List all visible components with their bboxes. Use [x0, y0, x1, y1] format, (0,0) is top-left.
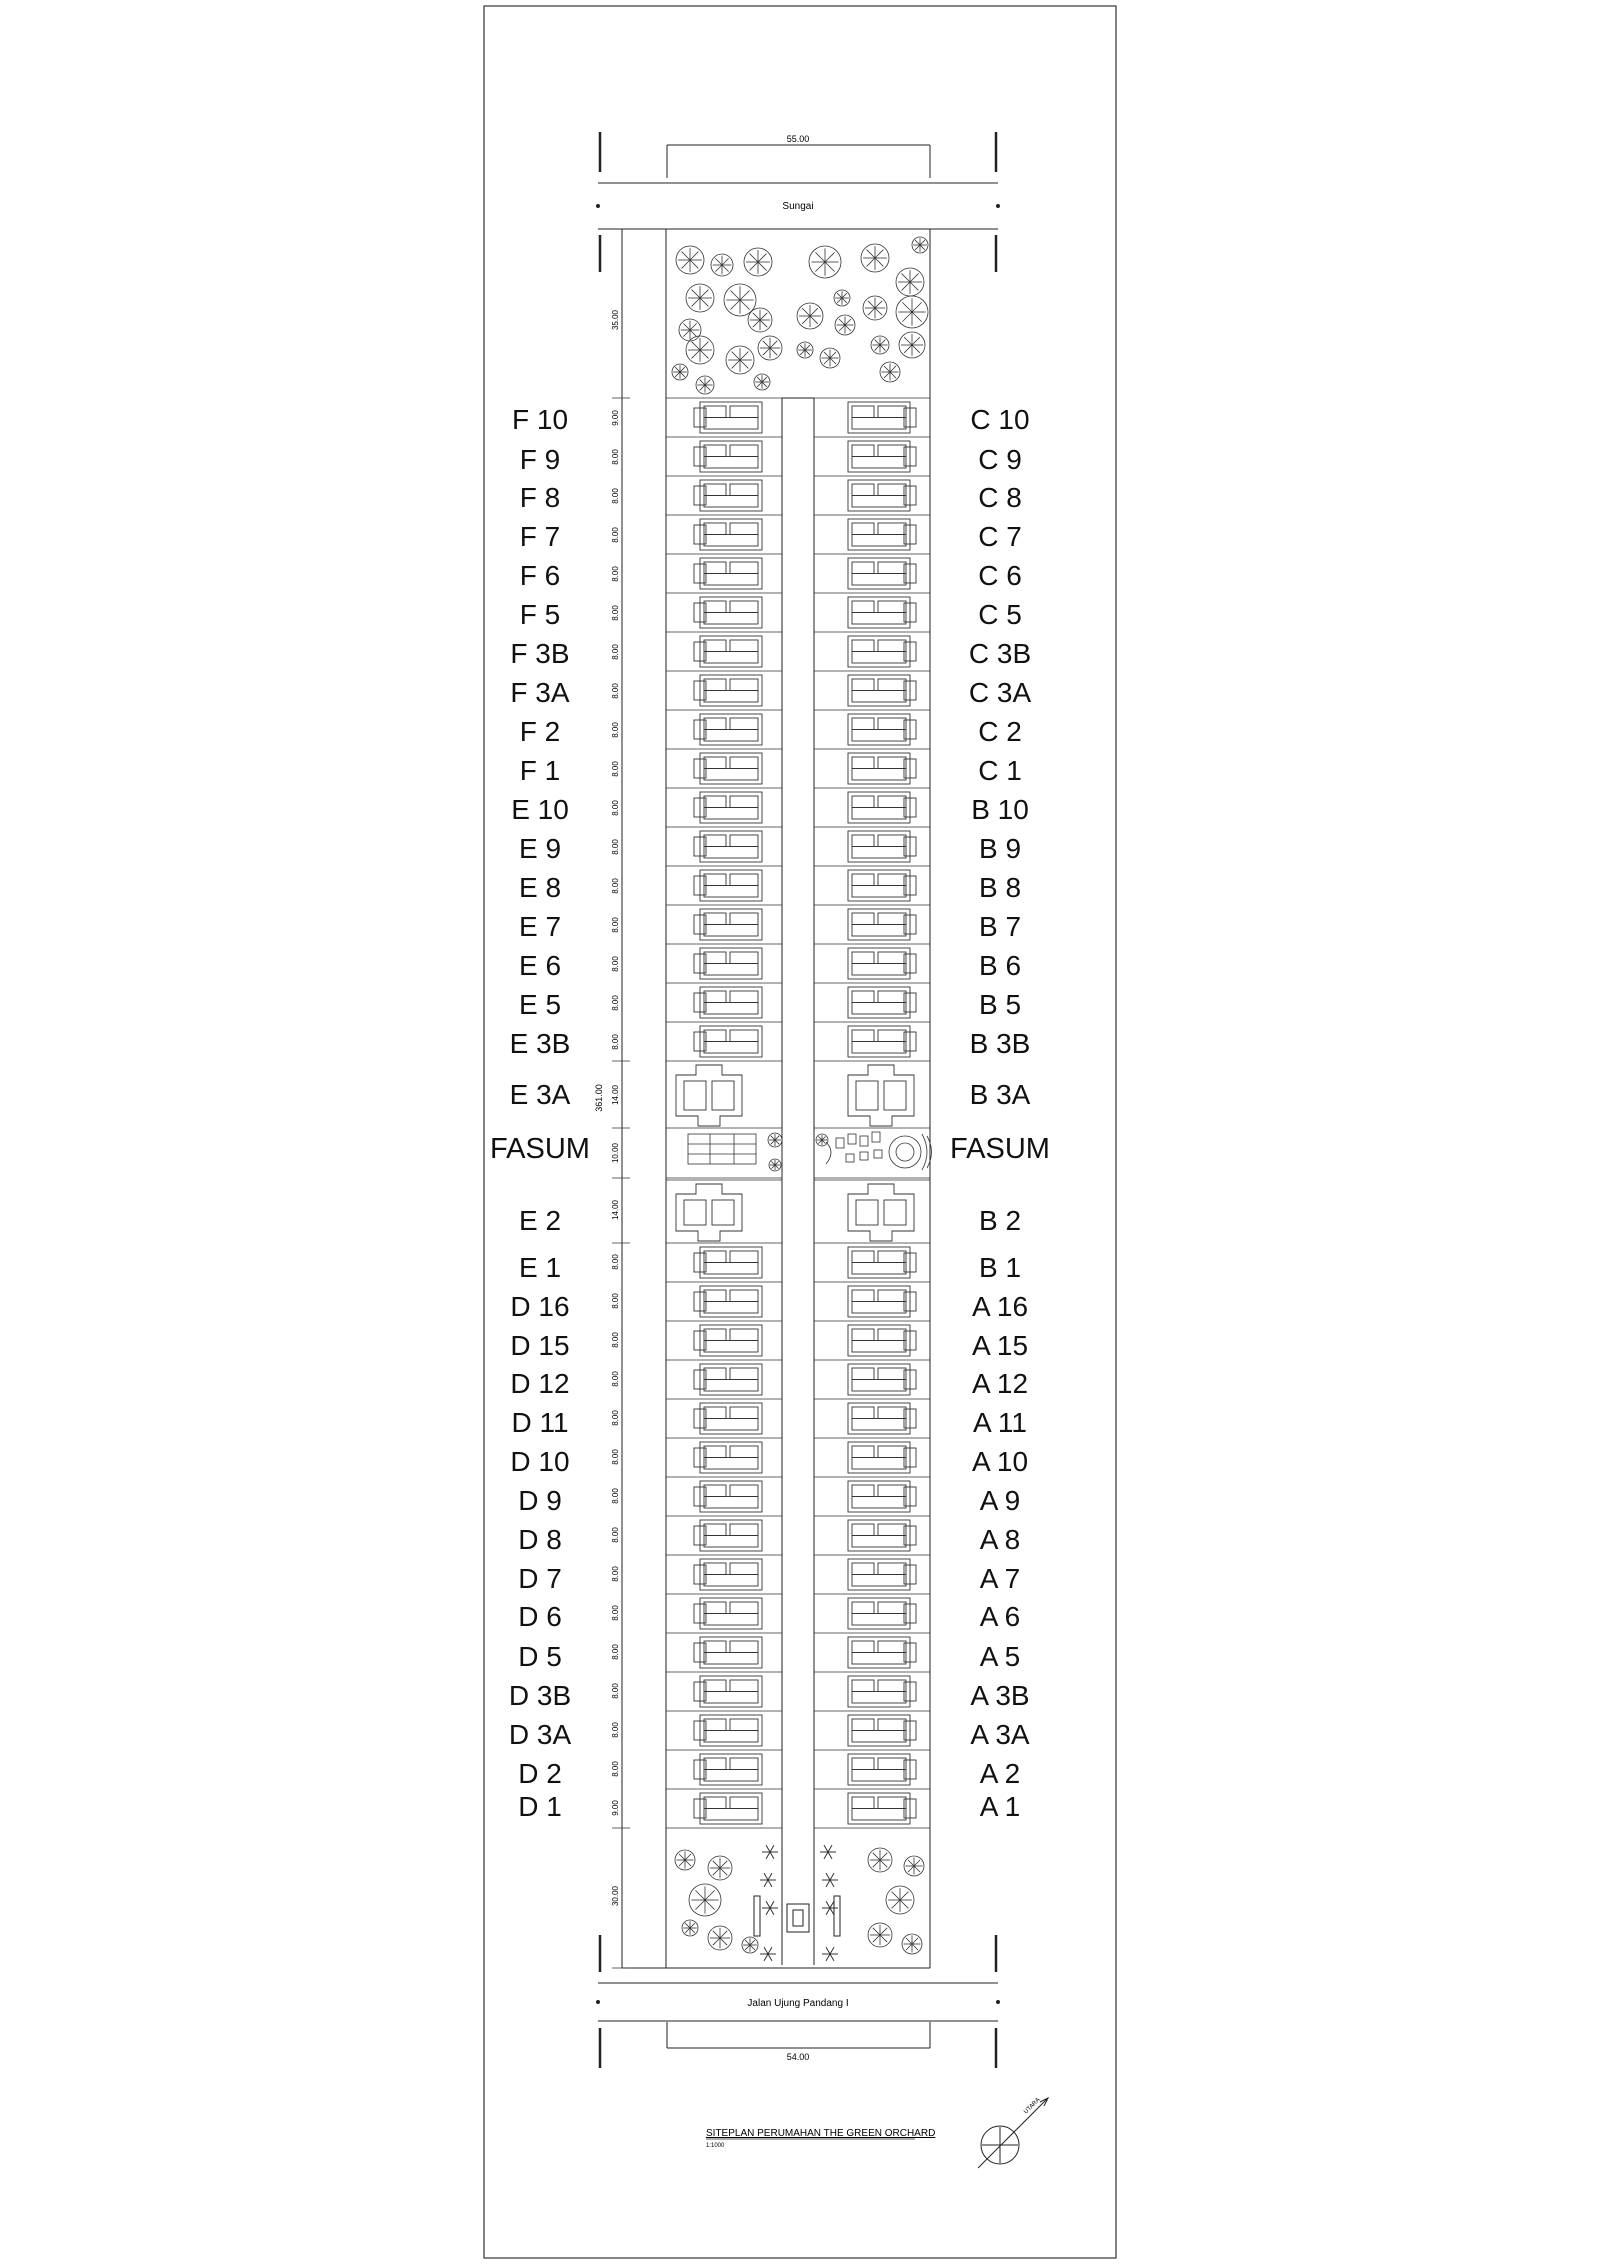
tree-icon [696, 376, 714, 394]
north-label: UTARA [1023, 2097, 1042, 2116]
house-footprint-large [676, 1184, 742, 1241]
house-footprint [848, 1325, 916, 1356]
lot-label: D 3A [508, 1719, 572, 1750]
segment-dimension: 8.00 [611, 1566, 620, 1582]
lot-label: A 16 [971, 1291, 1029, 1322]
house-footprint [848, 519, 916, 550]
lot-label: F 9 [519, 444, 561, 475]
segment-dimension: 8.00 [611, 1332, 620, 1348]
lot-label: A 15 [971, 1330, 1029, 1361]
tree-icon [902, 1934, 922, 1954]
lot-label: B 6 [978, 950, 1022, 981]
house-footprint [848, 1247, 916, 1278]
house-footprint [694, 1559, 762, 1590]
house-footprint [848, 1559, 916, 1590]
house-footprint [694, 558, 762, 589]
tree-icon [724, 284, 756, 316]
house-footprint-large [676, 1065, 742, 1126]
tree-icon [797, 342, 813, 358]
lot-label: C 1 [978, 755, 1022, 786]
tree-icon [711, 254, 733, 276]
palm-icon [762, 1845, 778, 1859]
house-footprint [694, 987, 762, 1018]
lot-label: E 6 [518, 950, 562, 981]
lot-label: D 1 [518, 1791, 562, 1822]
lot-label: F 3A [510, 677, 570, 708]
house-footprint [848, 597, 916, 628]
lot-label: D 12 [510, 1368, 570, 1399]
lot-label: E 9 [518, 833, 562, 864]
house-footprint [694, 1481, 762, 1512]
lot-label: C 2 [978, 716, 1022, 747]
lot-label: E 7 [518, 911, 562, 942]
lot-label: A 3A [970, 1719, 1030, 1750]
lot-label: FASUM [490, 1133, 590, 1165]
tree-icon [686, 284, 714, 312]
tree-icon [816, 1134, 828, 1146]
house-footprint [694, 1442, 762, 1473]
tree-icon [726, 346, 754, 374]
tree-icon [809, 246, 841, 278]
house-footprint [848, 909, 916, 940]
lot-label: C 10 [970, 404, 1030, 435]
house-footprint [848, 753, 916, 784]
segment-dimension: 8.00 [611, 605, 620, 621]
lot-label: B 9 [978, 833, 1022, 864]
lot-label: FASUM [950, 1133, 1050, 1165]
house-footprint [848, 870, 916, 901]
house-footprint [694, 870, 762, 901]
house-footprint [694, 441, 762, 472]
tree-icon [689, 1884, 721, 1916]
lot-label: D 16 [510, 1291, 570, 1322]
lot-label: C 3B [968, 638, 1032, 669]
house-footprint [694, 402, 762, 433]
lot-label: F 8 [519, 482, 561, 513]
segment-dimension: 8.00 [611, 1410, 620, 1426]
tree-icon [708, 1856, 732, 1880]
lot-label: D 3B [508, 1680, 572, 1711]
house-footprint [848, 987, 916, 1018]
segment-dimension: 8.00 [611, 449, 620, 465]
house-footprint [694, 1364, 762, 1395]
segment-dimension: 8.00 [611, 995, 620, 1011]
house-footprint [694, 1676, 762, 1707]
house-footprint [694, 909, 762, 940]
lot-label: E 5 [518, 989, 562, 1020]
segment-dimension: 8.00 [611, 1293, 620, 1309]
tree-icon [868, 1923, 892, 1947]
tree-icon [672, 364, 688, 380]
lot-label: B 8 [978, 872, 1022, 903]
segment-dimension: 9.00 [611, 410, 620, 426]
tree-icon [754, 374, 770, 390]
house-footprint [694, 636, 762, 667]
house-footprint [694, 1286, 762, 1317]
segment-dimension: 8.00 [611, 956, 620, 972]
segment-dimension: 14.00 [611, 1199, 620, 1221]
tree-icon [861, 244, 889, 272]
lot-label: D 7 [518, 1563, 562, 1594]
tree-icon [676, 246, 704, 274]
lot-label: C 5 [978, 599, 1022, 630]
lot-label: A 10 [971, 1446, 1029, 1477]
lot-label: A 9 [979, 1485, 1021, 1516]
house-footprint [694, 1793, 762, 1824]
house-footprint [694, 1325, 762, 1356]
house-footprint [694, 1403, 762, 1434]
lot-label: E 10 [511, 794, 569, 825]
lot-label: C 7 [978, 521, 1022, 552]
lot-label: A 1 [979, 1791, 1021, 1822]
lot-label: B 10 [971, 794, 1029, 825]
segment-dimension: 8.00 [611, 878, 620, 894]
tree-icon [834, 290, 850, 306]
lot-label: A 7 [979, 1563, 1021, 1594]
tree-icon [679, 319, 701, 341]
house-footprint [694, 1715, 762, 1746]
lot-label: D 9 [518, 1485, 562, 1516]
tree-icon [820, 348, 840, 368]
lot-label: A 6 [979, 1601, 1021, 1632]
segment-dimension: 30.00 [611, 1885, 620, 1907]
lot-label: D 2 [518, 1758, 562, 1789]
lot-label: B 5 [978, 989, 1022, 1020]
lot-label: F 6 [519, 560, 561, 591]
lot-label: C 9 [978, 444, 1022, 475]
sheet-scale: 1:1000 [706, 2143, 725, 2149]
lot-label: B 3A [969, 1079, 1031, 1110]
lot-label: F 1 [519, 755, 561, 786]
house-footprint [694, 480, 762, 511]
palm-icon [762, 1901, 778, 1915]
lot-label: F 2 [519, 716, 561, 747]
tree-icon [904, 1856, 924, 1876]
lot-label: F 3B [510, 638, 570, 669]
segment-dimension: 9.00 [611, 1800, 620, 1816]
house-footprint [848, 1286, 916, 1317]
tree-icon [896, 296, 928, 328]
tree-icon [758, 336, 782, 360]
lot-label: E 3A [509, 1079, 571, 1110]
house-footprint [848, 1403, 916, 1434]
segment-dimension: 8.00 [611, 1683, 620, 1699]
tree-icon [797, 303, 823, 329]
house-footprint [848, 1364, 916, 1395]
house-footprint [848, 1026, 916, 1057]
segment-dimension: 35.00 [611, 309, 620, 331]
lot-label: C 6 [978, 560, 1022, 591]
lot-label: D 15 [510, 1330, 570, 1361]
house-footprint [848, 480, 916, 511]
segment-dimension: 8.00 [611, 566, 620, 582]
segment-dimension: 8.00 [611, 1371, 620, 1387]
segment-dimension: 14.00 [611, 1084, 620, 1106]
tree-icon [835, 315, 855, 335]
lot-label: D 5 [518, 1641, 562, 1672]
lot-label: A 12 [971, 1368, 1029, 1399]
tree-icon [880, 362, 900, 382]
house-footprint [848, 1520, 916, 1551]
river-label: Sungai [782, 201, 814, 212]
fasum-court [688, 1134, 756, 1164]
segment-dimension: 8.00 [611, 1722, 620, 1738]
tree-icon [744, 248, 772, 276]
house-footprint [694, 948, 762, 979]
palm-icon [760, 1947, 776, 1961]
house-footprint-large [848, 1184, 914, 1241]
house-footprint [848, 558, 916, 589]
lot-label: D 8 [518, 1524, 562, 1555]
segment-dimension: 8.00 [611, 1254, 620, 1270]
house-footprint [694, 1598, 762, 1629]
tree-icon [686, 336, 714, 364]
house-footprint [848, 1598, 916, 1629]
lot-label: A 2 [979, 1758, 1021, 1789]
house-footprint [694, 831, 762, 862]
house-footprint [848, 675, 916, 706]
house-footprint [694, 1520, 762, 1551]
lot-label: E 1 [518, 1252, 562, 1283]
tree-icon [863, 296, 887, 320]
house-footprint [694, 1637, 762, 1668]
segment-dimension: 8.00 [611, 1488, 620, 1504]
segment-dimension: 8.00 [611, 683, 620, 699]
house-footprint [694, 1754, 762, 1785]
lot-label: D 11 [511, 1407, 569, 1438]
lot-label: B 2 [978, 1205, 1022, 1236]
tree-icon [742, 1937, 758, 1953]
house-footprint [694, 597, 762, 628]
house-footprint [694, 675, 762, 706]
segment-dimension: 8.00 [611, 644, 620, 660]
lot-label: D 6 [518, 1601, 562, 1632]
lot-label: C 3A [968, 677, 1032, 708]
segment-dimension: 8.00 [611, 1034, 620, 1050]
tree-icon [769, 1159, 781, 1171]
top-width-dim: 55.00 [786, 134, 810, 144]
bottom-width-dim: 54.00 [786, 2052, 810, 2062]
house-footprint [848, 1637, 916, 1668]
house-footprint [848, 1676, 916, 1707]
segment-dimension: 8.00 [611, 1449, 620, 1465]
lot-label: E 2 [518, 1205, 562, 1236]
house-footprint [848, 948, 916, 979]
tree-icon [871, 336, 889, 354]
lot-label: A 11 [973, 1407, 1027, 1438]
segment-dimension: 8.00 [611, 761, 620, 777]
tree-icon [748, 308, 772, 332]
lot-label: A 5 [979, 1641, 1021, 1672]
house-footprint [694, 792, 762, 823]
segment-dimension: 8.00 [611, 1605, 620, 1621]
house-footprint [848, 636, 916, 667]
palm-icon [822, 1873, 838, 1887]
segment-dimension: 8.00 [611, 1761, 620, 1777]
house-footprint [694, 519, 762, 550]
segment-dimension: 8.00 [611, 1644, 620, 1660]
lot-label: F 10 [511, 404, 569, 435]
segment-dimension: 8.00 [611, 722, 620, 738]
house-footprint [848, 714, 916, 745]
palm-icon [822, 1901, 838, 1915]
house-footprint [848, 1715, 916, 1746]
tree-icon [912, 237, 928, 253]
lot-label: B 1 [978, 1252, 1022, 1283]
house-footprint [848, 441, 916, 472]
lot-label: C 8 [978, 482, 1022, 513]
house-footprint [848, 831, 916, 862]
palm-icon [760, 1873, 776, 1887]
tree-icon [868, 1848, 892, 1872]
lot-label: B 7 [978, 911, 1022, 942]
tree-icon [708, 1926, 732, 1950]
lot-label: B 3B [969, 1028, 1031, 1059]
house-footprint [694, 714, 762, 745]
palm-icon [822, 1947, 838, 1961]
segment-dimension: 8.00 [611, 800, 620, 816]
segment-dimension: 8.00 [611, 488, 620, 504]
house-footprint-large [848, 1065, 914, 1126]
house-footprint [848, 792, 916, 823]
lot-label: D 10 [510, 1446, 570, 1477]
lot-label: E 3B [509, 1028, 571, 1059]
road-label: Jalan Ujung Pandang I [747, 1998, 849, 2009]
tree-icon [896, 268, 924, 296]
lot-label: F 5 [519, 599, 561, 630]
sheet-title: SITEPLAN PERUMAHAN THE GREEN ORCHARD [706, 2128, 936, 2139]
house-footprint [848, 1442, 916, 1473]
segment-dimension: 8.00 [611, 917, 620, 933]
lot-label: F 7 [519, 521, 561, 552]
tree-icon [675, 1850, 695, 1870]
house-footprint [848, 402, 916, 433]
north-arrow-icon [978, 2098, 1048, 2168]
house-footprint [848, 1793, 916, 1824]
palm-icon [820, 1845, 836, 1859]
segment-dimension: 8.00 [611, 1527, 620, 1543]
house-footprint [848, 1754, 916, 1785]
lot-label: E 8 [518, 872, 562, 903]
house-footprint [694, 1026, 762, 1057]
tree-icon [886, 1886, 914, 1914]
segment-dimension: 10.00 [611, 1142, 620, 1164]
segment-dimension: 8.00 [611, 527, 620, 543]
tree-icon [768, 1133, 782, 1147]
total-length-dim: 361.00 [594, 1084, 604, 1112]
tree-icon [899, 332, 925, 358]
fasum-playground [826, 1132, 932, 1170]
house-footprint [694, 1247, 762, 1278]
lot-label: A 8 [979, 1524, 1021, 1555]
segment-dimension: 8.00 [611, 839, 620, 855]
tree-icon [682, 1920, 698, 1936]
river-band [597, 183, 1000, 272]
house-footprint [694, 753, 762, 784]
house-footprint [848, 1481, 916, 1512]
lot-label: A 3B [970, 1680, 1030, 1711]
